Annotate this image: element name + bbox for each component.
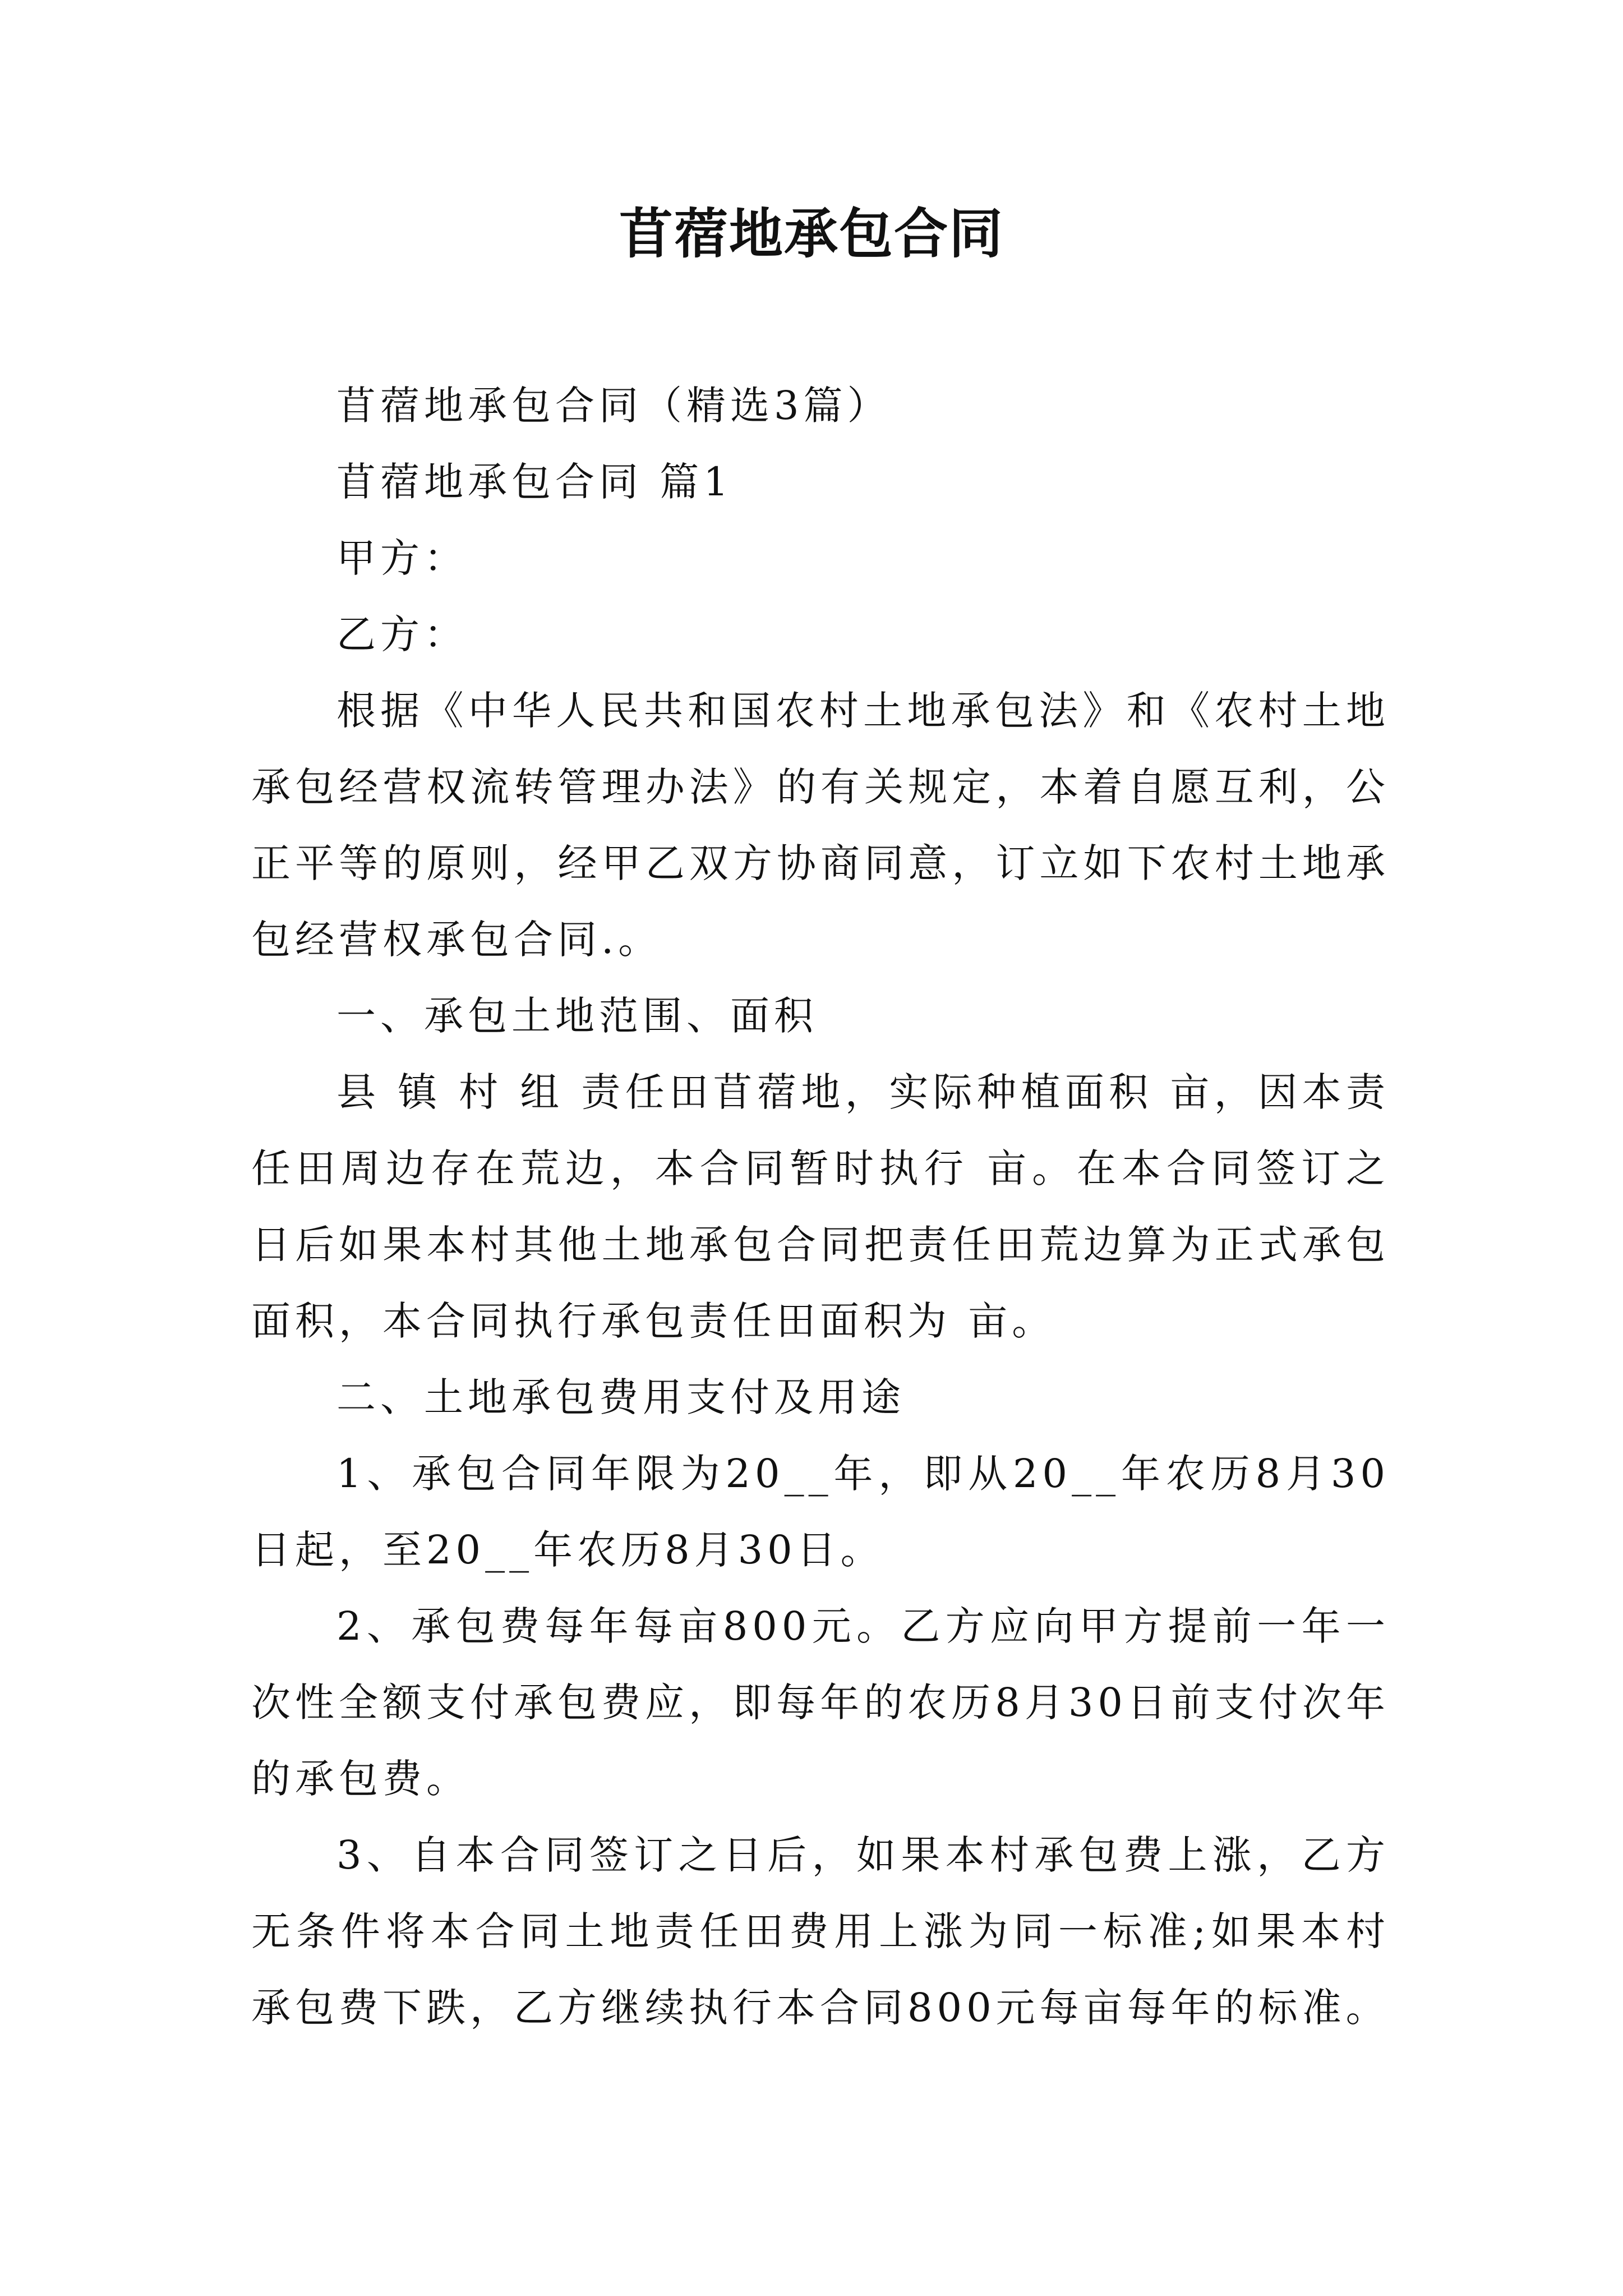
fees-item-3: 3、自本合同签订之日后，如果本村承包费上涨，乙方无条件将本合同土地责任田费用上涨为同一标准;如果本村承包费下跌，乙方继续执行本合同800元每亩每年的标准。 bbox=[251, 1832, 1390, 2031]
fees-item-1: 1、承包合同年限为20__年，即从20__年农历8月30日起，至20__年农历8月30日。 bbox=[251, 1451, 1390, 1573]
document-body bbox=[251, 367, 1390, 2046]
clause-heading-fees: 二、土地承包费用支付及用途 bbox=[336, 1374, 905, 1420]
clause-heading-scope-area: 一、承包土地范围、面积 bbox=[336, 993, 818, 1039]
party-b-line: 乙方： bbox=[336, 611, 468, 657]
section-heading-part1: 苜蓿地承包合同 篇1 bbox=[336, 459, 733, 505]
fees-item-2: 2、承包费每年每亩800元。乙方应向甲方提前一年一次性全额支付承包费应，即每年的农历8月30日前支付次年的承包费。 bbox=[251, 1603, 1390, 1802]
scope-area-paragraph: 县 镇 村 组 责任田苜蓿地，实际种植面积 亩，因本责任田周边存在荒边，本合同暂时执行 亩。在本合同签订之日后如果本村其他土地承包合同把责任田荒边算为正式承包面积，本合同执行承包责任田面积为 亩。 bbox=[251, 1069, 1390, 1344]
document-title: 苜蓿地承包合同 bbox=[619, 202, 1004, 265]
party-a-line: 甲方： bbox=[336, 535, 468, 581]
subtitle-selection: 苜蓿地承包合同（精选3篇） bbox=[336, 383, 891, 429]
preamble-paragraph: 根据《中华人民共和国农村土地承包法》和《农村土地承包经营权流转管理办法》的有关规定，本着自愿互利，公正平等的原则，经甲乙双方协商同意，订立如下农村土地承包经营权承包合同.。 bbox=[251, 688, 1390, 963]
